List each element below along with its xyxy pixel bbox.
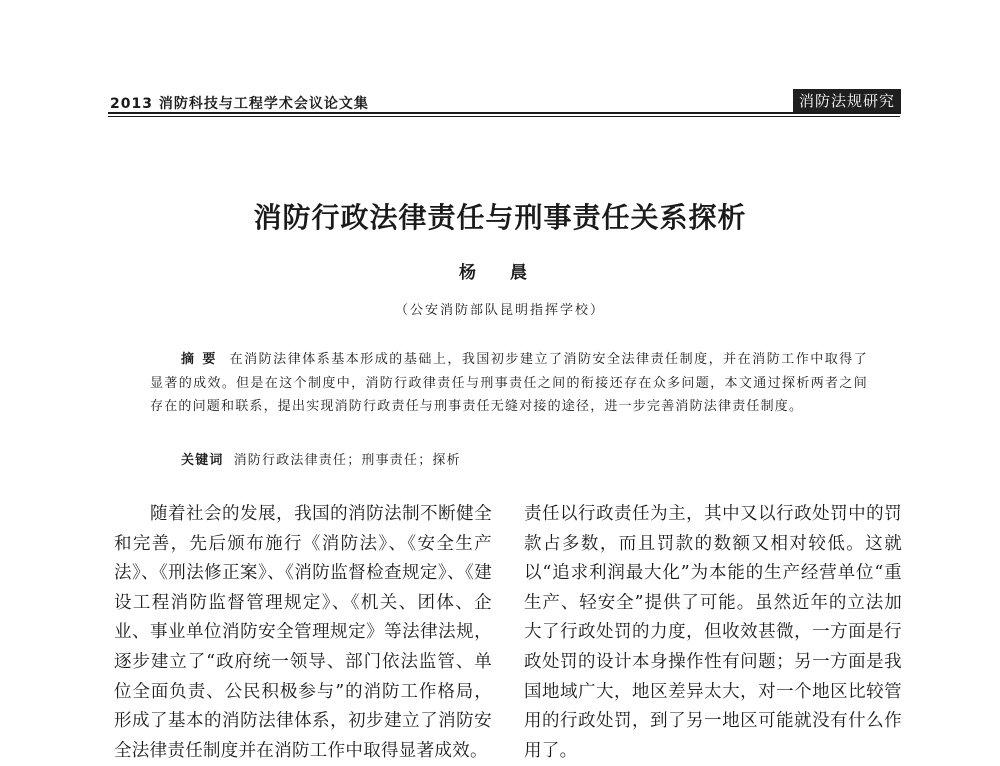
keywords	[181, 449, 461, 468]
section-badge: 消防法规研究	[793, 89, 901, 114]
abstract	[150, 348, 868, 419]
header-rule-thin	[108, 116, 900, 117]
body-right-column: 责任以行政责任为主，其中又以行政处罚中的罚款占多数，而且罚款的数额又相对较低。这就以“追求利润最大化”为本能的生产经营单位“重生产、轻安全”提供了可能。虽然近年的立法加大了行政处罚的力度，但收效甚微，一方面是行政处罚的设计本身操作性有问题；另一方面是我国地域广大，地区差异太大，对一个地区比较管用的行政处罚，到了另一地区可能就没有什么作用了。	[524, 504, 902, 761]
running-header: 2013 消防科技与工程学术会议论文集	[110, 96, 369, 112]
body-left-column: 随着社会的发展，我国的消防法制不断健全和完善，先后颁布施行《消防法》、《安全生产法》、《刑法修正案》、《消防监督检查规定》、《建设工程消防监督管理规定》、《机关、团体、企业、事业单位消防安全管理规定》等法律法规，逐步建立了“政府统一领导、部门依法监管、单位全面负责、公民积极参与”的消防工作格局，形成了基本的消防法律体系，初步建立了消防安全法律责任制度并在消防工作中取得显著成效。	[114, 504, 492, 761]
header-rule	[108, 112, 900, 114]
abstract-text: 在消防法律体系基本形成的基础上，我国初步建立了消防安全法律责任制度，并在消防工作中取得了显著的成效。但是在这个制度中，消防行政律责任与刑事责任之间的衔接还存在众多问题，本文通过探析两者之间存在的问题和联系，提出实现消防行政责任与刑事责任无缝对接的途径，进一步完善消防法律责任制度。	[150, 352, 868, 414]
paper-title: 消防行政法律责任与刑事责任关系探析	[253, 201, 747, 234]
keywords-label: 关键词	[181, 453, 224, 468]
author: 杨 晨	[459, 263, 541, 283]
abstract-label: 摘要	[181, 352, 224, 367]
affiliation: （公安消防部队昆明指挥学校）	[394, 303, 605, 318]
keywords-text: 消防行政法律责任；刑事责任；探析	[233, 453, 461, 468]
